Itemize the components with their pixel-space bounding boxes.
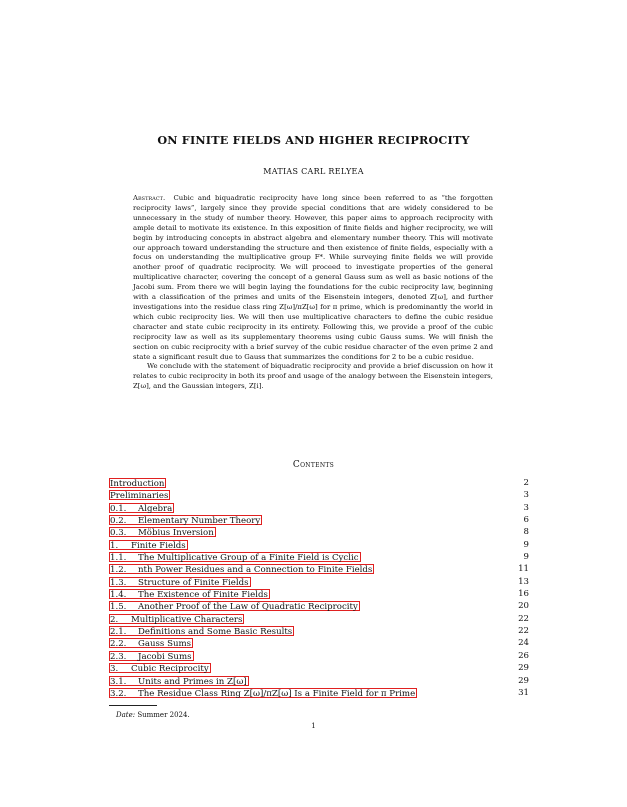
toc-row (109, 502, 529, 514)
toc-row (109, 637, 529, 649)
toc-entry-number: 1.4. (110, 590, 127, 601)
toc-entry-title: Algebra (138, 503, 173, 514)
footnote-text: Summer 2024. (137, 711, 190, 719)
toc-page-number: 22 (518, 613, 529, 624)
toc-link[interactable] (109, 490, 170, 500)
toc-link[interactable] (109, 577, 251, 587)
toc-entry-title: The Existence of Finite Fields (138, 590, 268, 601)
toc-link[interactable] (109, 626, 294, 636)
toc-row (109, 539, 529, 551)
toc-page-number: 16 (518, 589, 529, 600)
toc-link[interactable] (109, 527, 216, 537)
toc-entry-number: 1.2. (110, 565, 127, 576)
toc-row (109, 687, 529, 699)
toc-row (109, 600, 529, 612)
toc-entry-number: 3.2. (110, 688, 127, 699)
toc-row (109, 613, 529, 625)
toc-link[interactable] (109, 503, 174, 513)
contents-heading: Contents (292, 460, 335, 470)
toc-row (109, 576, 529, 588)
toc-entry-number: 2. (110, 614, 119, 625)
toc-row (109, 675, 529, 687)
toc-entry-number: 1.1. (110, 553, 127, 564)
toc-link[interactable] (109, 688, 417, 698)
toc-row (109, 551, 529, 563)
toc-row (109, 477, 529, 489)
toc-link[interactable] (109, 589, 270, 599)
abstract-paragraph-1 (133, 194, 493, 362)
toc-link[interactable] (109, 614, 244, 624)
table-of-contents (109, 477, 529, 699)
toc-page-number: 3 (523, 490, 529, 501)
author-name: MATIAS CARL RELYEA (263, 167, 364, 176)
toc-entry-number: 2.2. (110, 639, 127, 650)
toc-entry-title: Möbius Inversion (138, 528, 214, 539)
toc-page-number: 20 (518, 601, 529, 612)
toc-entry-title: Another Proof of the Law of Quadratic Reciprocity (138, 602, 358, 613)
toc-link[interactable] (109, 651, 194, 661)
toc-row (109, 489, 529, 501)
toc-entry-number: 0.1. (110, 503, 127, 514)
abstract (133, 194, 493, 392)
toc-page-number: 22 (518, 626, 529, 637)
toc-entry-number: 3. (110, 664, 119, 675)
toc-page-number: 2 (523, 478, 529, 488)
toc-entry-number: 3.1. (110, 676, 127, 687)
toc-entry-number: 1.3. (110, 577, 127, 588)
toc-entry-title: nth Power Residues and a Connection to Finite Fields (138, 565, 373, 576)
toc-entry-title: Jacobi Sums (138, 651, 192, 662)
toc-link[interactable] (109, 515, 262, 525)
toc-row (109, 526, 529, 538)
toc-link[interactable] (109, 638, 193, 648)
toc-page-number: 9 (523, 552, 529, 563)
paper-title: ON FINITE FIELDS AND HIGHER RECIPROCITY (157, 133, 470, 147)
toc-entry-number: 1. (110, 540, 119, 551)
toc-entry-number: 0.2. (110, 516, 127, 527)
toc-entry-title: Elementary Number Theory (138, 516, 261, 527)
toc-entry-number: 0.3. (110, 528, 127, 539)
toc-page-number: 29 (518, 675, 529, 686)
toc-entry-title: Finite Fields (131, 540, 186, 551)
footnote (116, 711, 190, 719)
toc-entry-title: The Multiplicative Group of a Finite Field is Cyclic (138, 553, 359, 564)
toc-page-number: 9 (523, 539, 529, 550)
toc-entry-title: Definitions and Some Basic Results (138, 627, 293, 638)
toc-row (109, 514, 529, 526)
toc-link[interactable] (109, 540, 188, 550)
toc-entry-title: Cubic Reciprocity (131, 664, 209, 675)
toc-link[interactable] (109, 676, 249, 686)
abstract-label: Abstract. (133, 194, 166, 202)
toc-entry-title: Preliminaries (110, 491, 169, 502)
toc-row (109, 563, 529, 575)
toc-page-number: 29 (518, 663, 529, 674)
toc-page-number: 11 (518, 564, 529, 575)
toc-row (109, 662, 529, 674)
toc-row (109, 588, 529, 600)
toc-page-number: 24 (518, 638, 529, 649)
toc-link[interactable] (109, 601, 360, 611)
toc-entry-title: Multiplicative Characters (131, 614, 243, 625)
toc-entry-number: 2.1. (110, 627, 127, 638)
toc-page-number: 13 (518, 576, 529, 587)
footnote-label: Date: (116, 711, 136, 719)
toc-link[interactable] (109, 663, 211, 673)
toc-link[interactable] (109, 478, 166, 488)
toc-page-number: 26 (518, 650, 529, 661)
toc-entry-title: Structure of Finite Fields (138, 577, 249, 588)
toc-page-number: 3 (523, 502, 529, 513)
toc-entry-number: 2.3. (110, 651, 127, 662)
page-number: 1 (311, 722, 316, 730)
toc-entry-title: The Residue Class Ring Z[ω]/πZ[ω] Is a Finite Field for π Prime (138, 688, 416, 699)
footnote-divider (109, 705, 157, 706)
toc-page-number: 8 (523, 527, 529, 538)
toc-entry-number: 1.5. (110, 602, 127, 613)
abstract-paragraph-2: We conclude with the statement of biquadratic reciprocity and provide a brief discussion on how it relates to cubic reciprocity in both its proof and usage of the analogy between the Eisenstein integers, Z[ω], and the Gaussian integers, Z[i]. (133, 362, 493, 391)
toc-link[interactable] (109, 552, 361, 562)
toc-link[interactable] (109, 564, 374, 574)
abstract-text-1: Cubic and biquadratic reciprocity have long since been referred to as “the forgotten reciprocity laws”, largely since they provide special conditions that are widely considered to be unnecessary in the study of number theory. However, this paper aims to approach reciprocity with ample detail to motivate its existence. In this exposition of finite fields and higher reciprocity, we will begin by introducing concepts in abstract algebra and elementary number theory. This will motivate our approach toward understanding the structure and then existence of finite fields, especially with a focus on understanding the multiplicative group F*. While surveying finite fields we will provide another proof of quadratic reciprocity. We will proceed to investigate properties of the general multiplicative character, covering the concept of a general Gauss sum as well as basic notions of the Jacobi sum. From there we will begin laying the foundations for the cubic reciprocity law, beginning with a classification of the primes and units of the Eisenstein integers, denoted Z[ω], and further investigations into the residue class ring Z[ω]/πZ[ω] for π prime, which is predominantly the world in which cubic reciprocity lies. We will then use multiplicative characters to define the cubic residue character and state cubic reciprocity in its entirety. Following this, we provide a proof of the cubic reciprocity law as well as its supplementary theorems using cubic Gauss sums. We will finish the section on cubic reciprocity with a brief survey of the cubic residue character of the even prime 2 and state a significant result due to Gauss that summarizes the conditions for 2 to be a cubic residue. (133, 194, 493, 361)
toc-entry-title: Gauss Sums (138, 639, 192, 650)
toc-page-number: 6 (523, 515, 529, 526)
toc-row (109, 625, 529, 637)
toc-page-number: 31 (518, 687, 529, 698)
toc-entry-title: Units and Primes in Z[ω] (138, 676, 247, 687)
toc-entry-title: Introduction (110, 479, 165, 489)
toc-row (109, 650, 529, 662)
